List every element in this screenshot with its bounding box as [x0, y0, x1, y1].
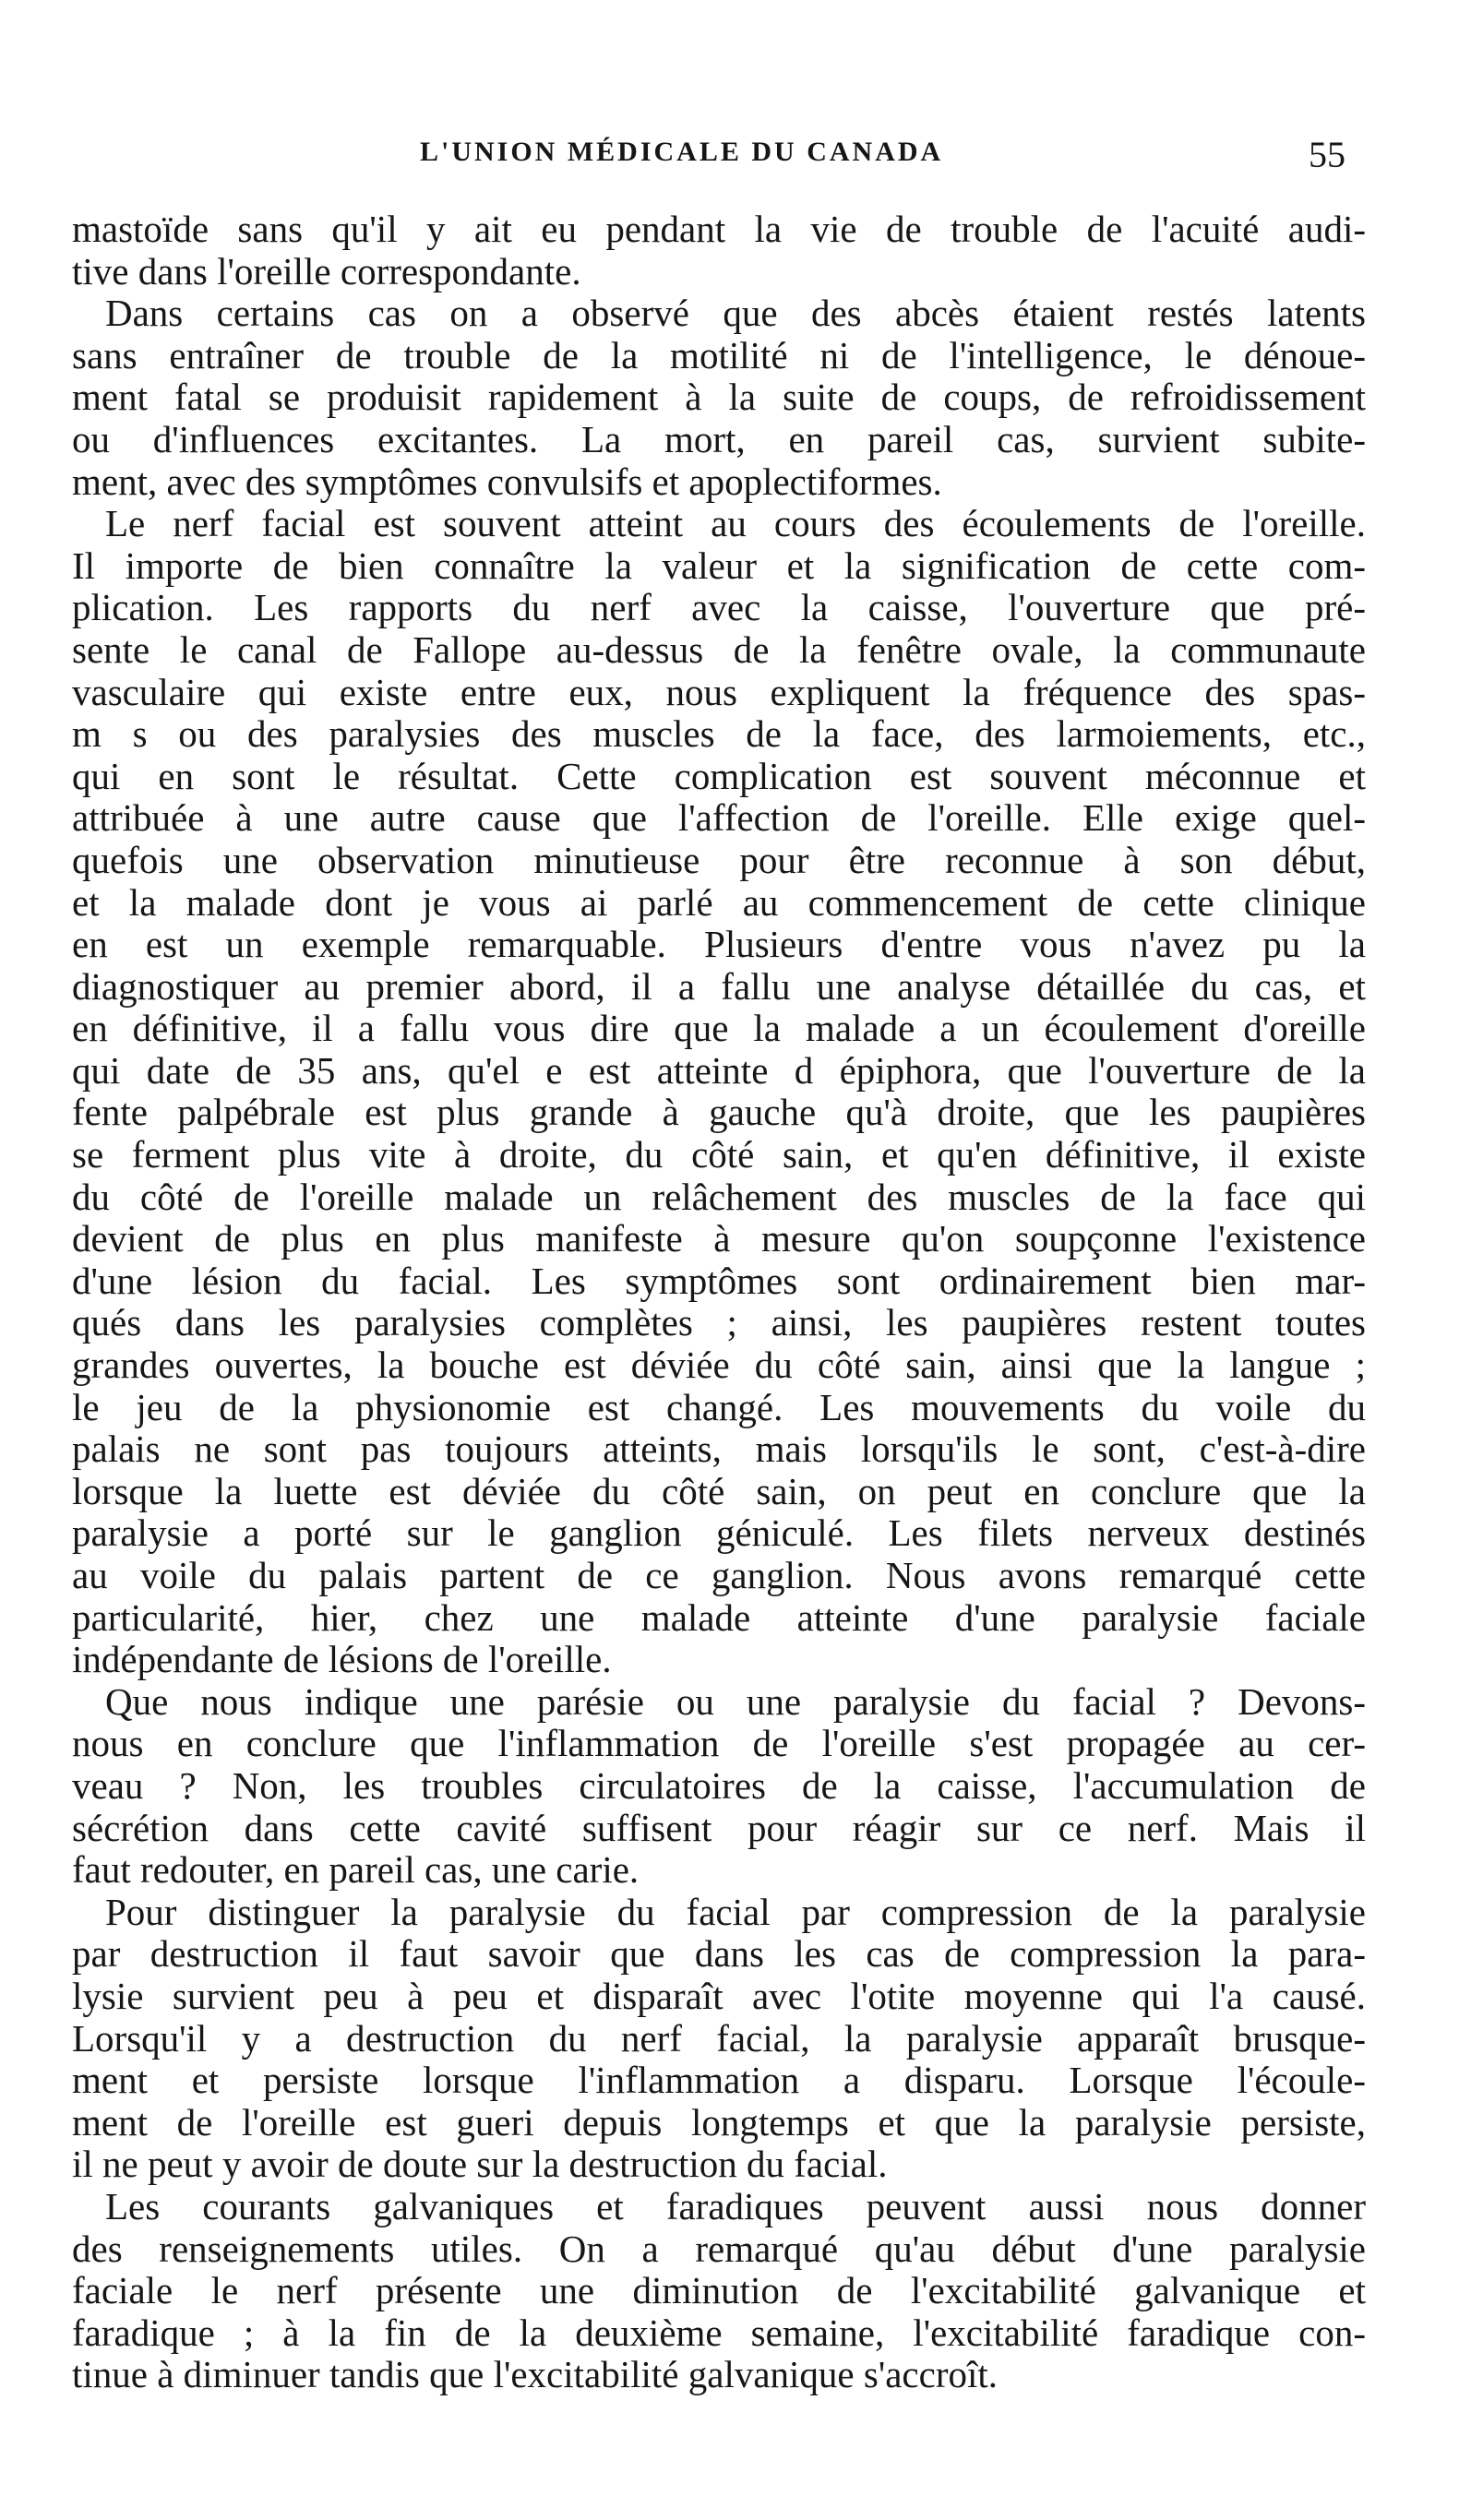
text-line: plication. Les rapports du nerf avec la caisse, l'ouverture que pré-	[72, 586, 1366, 629]
text-line: paralysie a porté sur le ganglion géniculé. Les filets nerveux destinés	[72, 1511, 1366, 1555]
text-line: au voile du palais partent de ce ganglion. Nous avons remarqué cette	[72, 1554, 1366, 1596]
paragraph	[72, 1892, 1366, 2186]
text-line: Le nerf facial est souvent atteint au cours des écoulements de l'oreille.	[105, 502, 1366, 545]
text-line: ou d'influences excitantes. La mort, en pareil cas, survient subite-	[72, 417, 1366, 460]
text-line: nous en conclure que l'inflammation de l'oreille s'est propagée au cer-	[72, 1722, 1366, 1765]
text-line: en est un exemple remarquable. Plusieurs d'entre vous n'avez pu la	[72, 923, 1366, 966]
text-line: qués dans les paralysies complètes ; ainsi, les paupières restent toutes	[72, 1301, 1366, 1344]
paragraph	[72, 209, 1366, 293]
journal-title: L'UNION MÉDICALE DU CANADA	[420, 137, 944, 167]
text-line: attribuée à une autre cause que l'affection de l'oreille. Elle exige quel-	[72, 796, 1366, 840]
text-line: mastoïde sans qu'il y ait eu pendant la vie de trouble de l'acuité audi-	[72, 208, 1366, 250]
text-line: ment, avec des symptômes convulsifs et apoplectiformes.	[72, 460, 942, 503]
text-line: tinue à diminuer tandis que l'excitabilité galvanique s'accroît.	[72, 2353, 998, 2396]
body-text	[72, 209, 1366, 2396]
running-header	[0, 134, 1471, 183]
text-line: Les courants galvaniques et faradiques peuvent aussi nous donner	[105, 2184, 1366, 2227]
text-line: Dans certains cas on a observé que des abcès étaient restés latents	[105, 292, 1366, 335]
text-line: fente palpébrale est plus grande à gauche qu'à droite, que les paupières	[72, 1091, 1366, 1134]
text-line: par destruction il faut savoir que dans les cas de compression la para-	[72, 1932, 1366, 1976]
text-line: veau ? Non, les troubles circulatoires de la caisse, l'accumulation de	[72, 1763, 1366, 1807]
text-line: ment fatal se produisit rapidement à la suite de coups, de refroidissement	[72, 376, 1366, 419]
text-line: sans entraîner de trouble de la motilité ni de l'intelligence, le dénoue-	[72, 333, 1366, 376]
text-line: Lorsqu'il y a destruction du nerf facial, la paralysie apparaît brusque-	[72, 2016, 1366, 2060]
text-line: sécrétion dans cette cavité suffisent pour réagir sur ce nerf. Mais il	[72, 1806, 1366, 1849]
text-line: grandes ouvertes, la bouche est déviée du côté sain, ainsi que la langue ;	[72, 1344, 1366, 1387]
text-line: Pour distinguer la paralysie du facial par compression de la paralysie	[105, 1890, 1366, 1933]
text-line: lorsque la luette est déviée du côté sain, on peut en conclure que la	[72, 1469, 1366, 1512]
text-line: le jeu de la physionomie est changé. Les mouvements du voile du	[72, 1385, 1366, 1428]
text-line: lysie survient peu à peu et disparaît avec l'otite moyenne qui l'a causé.	[72, 1974, 1366, 2017]
paragraph	[72, 503, 1366, 1681]
text-line: diagnostiquer au premier abord, il a fallu une analyse détaillée du cas, et	[72, 964, 1366, 1008]
text-line: ment de l'oreille est gueri depuis longtemps et que la paralysie persiste,	[72, 2100, 1366, 2144]
text-line: devient de plus en plus manifeste à mesure qu'on soupçonne l'existence	[72, 1217, 1366, 1260]
text-line: qui date de 35 ans, qu'el e est atteinte d épiphora, que l'ouverture de la	[72, 1048, 1366, 1092]
text-line: palais ne sont pas toujours atteints, mais lorsqu'ils le sont, c'est-à-dire	[72, 1427, 1366, 1471]
text-line: indépendante de lésions de l'oreille.	[72, 1638, 612, 1681]
text-line: vasculaire qui existe entre eux, nous expliquent la fréquence des spas-	[72, 670, 1366, 713]
page-number: 55	[1309, 134, 1345, 175]
text-line: qui en sont le résultat. Cette complication est souvent méconnue et	[72, 754, 1366, 797]
text-line: faut redouter, en pareil cas, une carie.	[72, 1848, 640, 1892]
text-line: faciale le nerf présente une diminution de l'excitabilité galvanique et	[72, 2269, 1366, 2312]
text-line: il ne peut y avoir de doute sur la destruction du facial.	[72, 2143, 888, 2186]
text-line: des renseignements utiles. On a remarqué qu'au début d'une paralysie	[72, 2227, 1366, 2270]
paragraph	[72, 293, 1366, 503]
paragraph	[72, 2186, 1366, 2396]
text-line: faradique ; à la fin de la deuxième semaine, l'excitabilité faradique con-	[72, 2311, 1366, 2354]
text-line: se ferment plus vite à droite, du côté sain, et qu'en définitive, il existe	[72, 1133, 1366, 1176]
text-line: quefois une observation minutieuse pour être reconnue à son début,	[72, 838, 1366, 881]
text-line: du côté de l'oreille malade un relâchement des muscles de la face qui	[72, 1175, 1366, 1218]
text-line: et la malade dont je vous ai parlé au commencement de cette clinique	[72, 880, 1366, 924]
text-line: m s ou des paralysies des muscles de la face, des larmoiements, etc.,	[72, 712, 1366, 756]
text-line: Il importe de bien connaître la valeur et la signification de cette com-	[72, 543, 1366, 587]
text-line: en définitive, il a fallu vous dire que la malade a un écoulement d'oreille	[72, 1007, 1366, 1050]
text-line: particularité, hier, chez une malade atteinte d'une paralysie faciale	[72, 1595, 1366, 1639]
text-line: ment et persiste lorsque l'inflammation a disparu. Lorsque l'écoule-	[72, 2059, 1366, 2102]
text-line: sente le canal de Fallope au-dessus de la fenêtre ovale, la communaute	[72, 627, 1366, 671]
text-line: Que nous indique une parésie ou une paralysie du facial ? Devons-	[105, 1679, 1366, 1723]
text-line: d'une lésion du facial. Les symptômes sont ordinairement bien mar-	[72, 1259, 1366, 1302]
paragraph	[72, 1681, 1366, 1892]
text-line: tive dans l'oreille correspondante.	[72, 249, 581, 293]
